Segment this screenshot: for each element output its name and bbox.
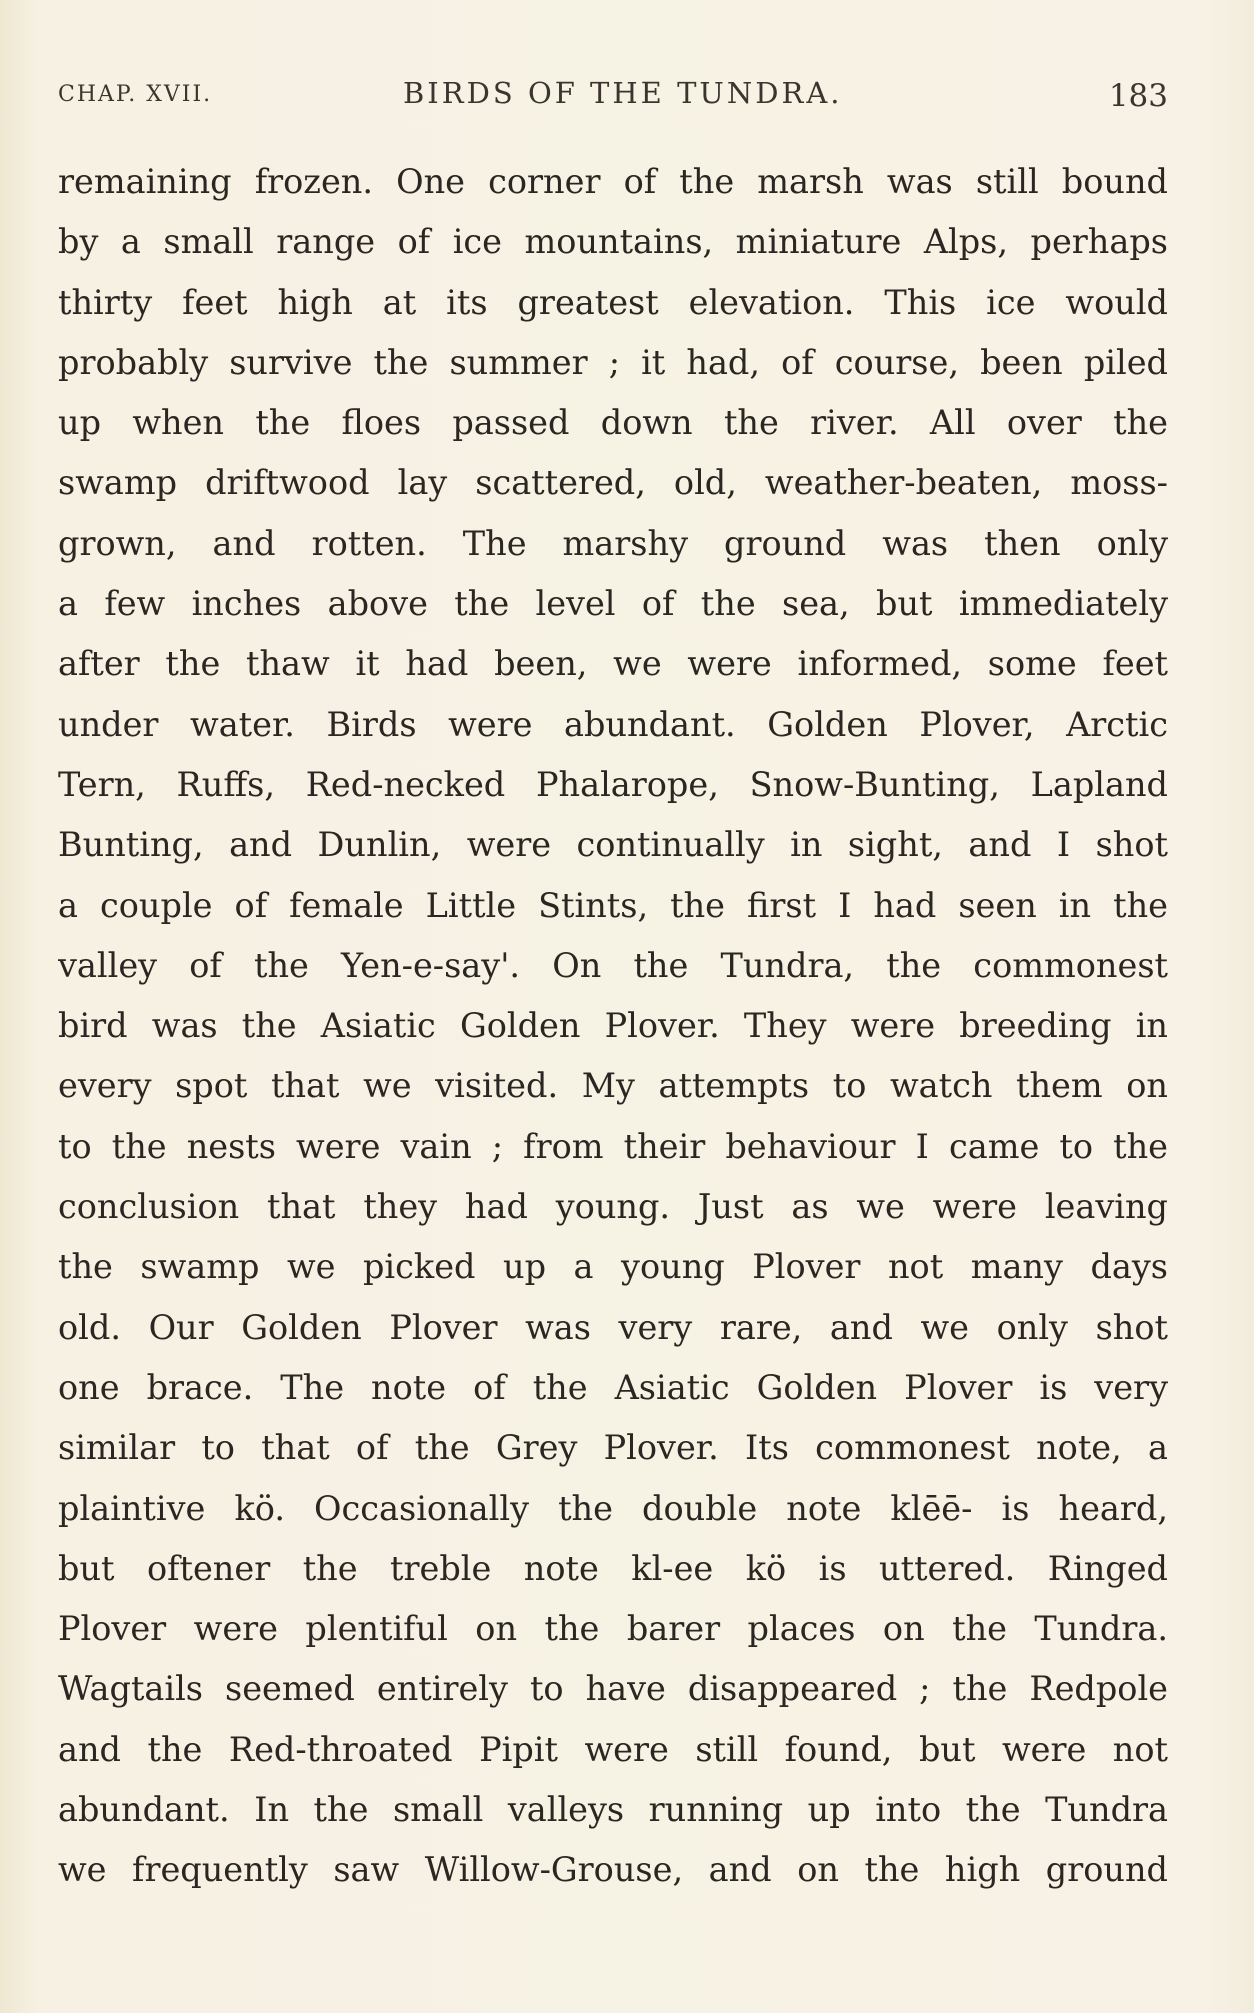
text-line: similar to that of the Grey Plover. Its commonest note, a bbox=[58, 1428, 1168, 1468]
text-line: bird was the Asiatic Golden Plover. They were breeding in bbox=[58, 1006, 1168, 1046]
text-line: Tern, Ruffs, Red-necked Phalarope, Snow-Bunting, Lapland bbox=[58, 764, 1168, 804]
text-line: a few inches above the level of the sea, but immediately bbox=[58, 584, 1168, 624]
text-line: after the thaw it had been, we were informed, some feet bbox=[58, 644, 1168, 684]
text-line: Bunting, and Dunlin, were continually in sight, and I shot bbox=[58, 825, 1168, 865]
running-title: BIRDS OF THE TUNDRA. bbox=[403, 76, 843, 110]
text-line: abundant. In the small valleys running up into the Tundra bbox=[58, 1790, 1168, 1830]
page-number: 183 bbox=[1108, 78, 1168, 114]
text-line: swamp driftwood lay scattered, old, weather-beaten, moss- bbox=[58, 463, 1168, 503]
text-line: conclusion that they had young. Just as we were leaving bbox=[58, 1187, 1168, 1227]
text-line: probably survive the summer ; it had, of course, been piled bbox=[58, 342, 1168, 382]
text-line: we frequently saw Willow-Grouse, and on the high ground bbox=[58, 1850, 1168, 1890]
chapter-label: CHAP. XVII. bbox=[58, 82, 213, 107]
text-line: thirty feet high at its greatest elevation. This ice would bbox=[58, 282, 1168, 322]
text-line: to the nests were vain ; from their behaviour I came to the bbox=[58, 1126, 1168, 1166]
text-line: and the Red-throated Pipit were still found, but were not bbox=[58, 1729, 1168, 1769]
running-header bbox=[58, 76, 1168, 116]
text-line: every spot that we visited. My attempts to watch them on bbox=[58, 1066, 1168, 1106]
text-line: Wagtails seemed entirely to have disappeared ; the Redpole bbox=[58, 1669, 1168, 1709]
text-line: remaining frozen. One corner of the marsh was still bound bbox=[58, 162, 1168, 201]
text-line: valley of the Yen-e-say'. On the Tundra, the commonest bbox=[58, 945, 1168, 985]
text-line: old. Our Golden Plover was very rare, and we only shot bbox=[58, 1307, 1168, 1347]
text-line: up when the floes passed down the river. All over the bbox=[58, 403, 1168, 443]
body-text bbox=[58, 152, 1168, 1901]
text-line: the swamp we picked up a young Plover not many days bbox=[58, 1247, 1168, 1287]
text-line: a couple of female Little Stints, the first I had seen in the bbox=[58, 885, 1168, 925]
text-line: by a small range of ice mountains, miniature Alps, perhaps bbox=[58, 222, 1168, 262]
text-line: under water. Birds were abundant. Golden Plover, Arctic bbox=[58, 704, 1168, 744]
text-line: one brace. The note of the Asiatic Golden Plover is very bbox=[58, 1367, 1168, 1407]
text-line: but oftener the treble note kl-ee kö is uttered. Ringed bbox=[58, 1548, 1168, 1588]
text-line: Plover were plentiful on the barer places on the Tundra. bbox=[58, 1609, 1168, 1649]
text-line: grown, and rotten. The marshy ground was then only bbox=[58, 523, 1168, 563]
text-line: plaintive kö. Occasionally the double note klēē- is heard, bbox=[58, 1488, 1168, 1528]
